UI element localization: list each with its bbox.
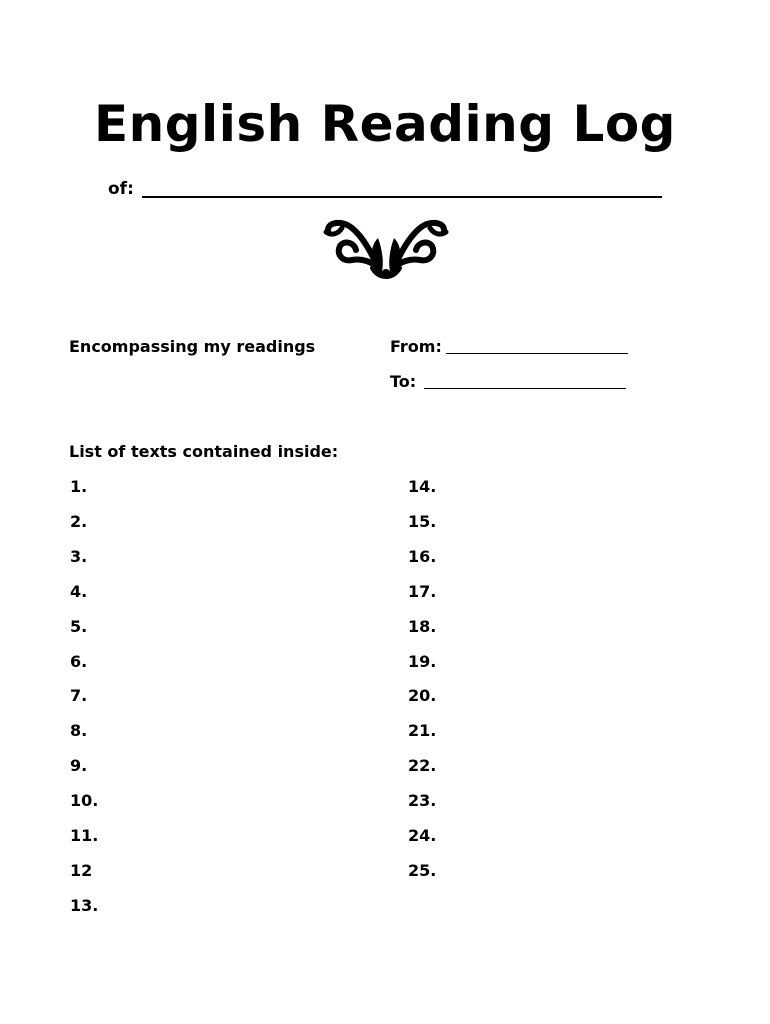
list-item: 12 bbox=[70, 860, 93, 880]
list-item: 16. bbox=[408, 546, 437, 566]
list-item: 11. bbox=[70, 826, 99, 845]
list-item: 22. bbox=[408, 756, 437, 776]
list-item: 5. bbox=[70, 616, 88, 636]
list-item: 18. bbox=[408, 616, 437, 636]
encompassing-label: Encompassing my readings bbox=[69, 337, 316, 356]
list-item: 10. bbox=[70, 791, 99, 811]
from-blank-line[interactable] bbox=[446, 353, 628, 354]
list-item: 1. bbox=[70, 477, 88, 496]
list-item: 9. bbox=[70, 756, 88, 776]
page-title: English Reading Log bbox=[94, 95, 676, 153]
from-label: From: bbox=[390, 337, 442, 356]
list-item: 24. bbox=[408, 826, 437, 845]
owner-blank-line[interactable] bbox=[142, 196, 662, 198]
list-item: 8. bbox=[70, 721, 88, 741]
list-item: 19. bbox=[408, 651, 437, 671]
list-heading: List of texts contained inside: bbox=[69, 442, 339, 461]
list-item: 23. bbox=[408, 791, 437, 811]
list-item: 17. bbox=[408, 581, 437, 601]
list-item: 4. bbox=[70, 581, 88, 601]
owner-field bbox=[108, 174, 668, 204]
list-item: 25. bbox=[408, 860, 437, 880]
ornament-flourish-icon bbox=[322, 218, 450, 284]
list-item: 2. bbox=[70, 511, 88, 531]
list-item: 13. bbox=[70, 895, 99, 915]
list-item: 21. bbox=[408, 721, 437, 741]
list-item: 6. bbox=[70, 651, 88, 671]
to-blank-line[interactable] bbox=[424, 388, 626, 389]
list-item: 7. bbox=[70, 686, 88, 706]
list-item: 14. bbox=[408, 477, 437, 496]
list-item: 3. bbox=[70, 546, 88, 566]
to-label: To: bbox=[390, 372, 417, 391]
list-item: 15. bbox=[408, 511, 437, 531]
list-item: 20. bbox=[408, 686, 437, 706]
owner-label: of: bbox=[108, 179, 134, 199]
